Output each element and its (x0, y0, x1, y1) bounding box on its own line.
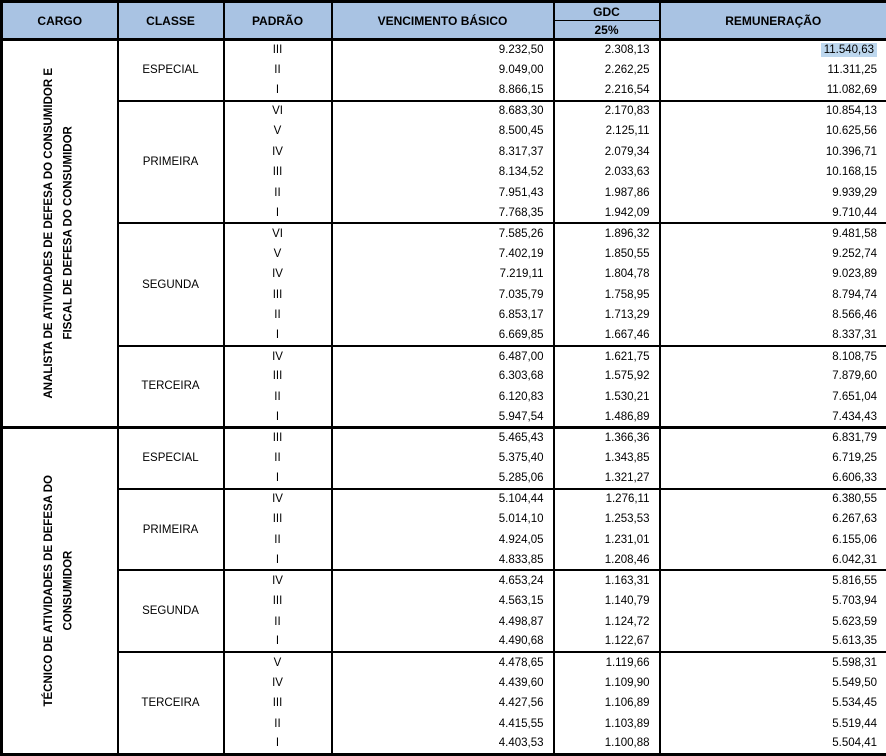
gdc-cell: 1.343,85 (554, 448, 660, 468)
padrao-cell: I (224, 80, 332, 100)
cargo-label-cell (2, 428, 118, 755)
gdc-cell: 1.109,90 (554, 673, 660, 693)
padrao-cell: II (224, 713, 332, 733)
gdc-cell: 1.667,46 (554, 325, 660, 345)
vencimento-cell: 4.403,53 (332, 734, 554, 755)
remuneracao-cell: 11.311,25 (660, 60, 886, 80)
table-row (2, 570, 886, 590)
gdc-cell: 1.942,09 (554, 203, 660, 223)
vencimento-cell: 5.014,10 (332, 509, 554, 529)
remuneracao-cell: 6.042,31 (660, 550, 886, 570)
vencimento-cell: 6.120,83 (332, 387, 554, 407)
classe-cell: SEGUNDA (118, 570, 224, 652)
padrao-cell: VI (224, 223, 332, 243)
gdc-cell: 2.216,54 (554, 80, 660, 100)
gdc-cell: 1.713,29 (554, 305, 660, 325)
vencimento-cell: 5.104,44 (332, 489, 554, 509)
vencimento-cell: 4.498,87 (332, 611, 554, 631)
remuneracao-cell: 5.703,94 (660, 591, 886, 611)
gdc-cell: 1.276,11 (554, 489, 660, 509)
padrao-cell: III (224, 591, 332, 611)
vencimento-cell: 9.232,50 (332, 40, 554, 60)
remuneracao-cell: 6.831,79 (660, 428, 886, 448)
padrao-cell: I (224, 407, 332, 427)
remuneracao-cell: 6.380,55 (660, 489, 886, 509)
remuneracao-cell: 9.939,29 (660, 182, 886, 202)
remuneracao-cell: 9.252,74 (660, 244, 886, 264)
remuneracao-cell: 7.879,60 (660, 366, 886, 386)
vencimento-cell: 6.853,17 (332, 305, 554, 325)
header-gdc: GDC (554, 2, 660, 21)
remuneracao-cell: 5.549,50 (660, 673, 886, 693)
vencimento-cell: 4.439,60 (332, 673, 554, 693)
header-padrao: PADRÃO (224, 2, 332, 40)
vencimento-cell: 4.924,05 (332, 530, 554, 550)
remuneracao-cell: 5.623,59 (660, 611, 886, 631)
padrao-cell: III (224, 285, 332, 305)
padrao-cell: III (224, 509, 332, 529)
vencimento-cell: 8.134,52 (332, 162, 554, 182)
classe-cell: ESPECIAL (118, 40, 224, 101)
table-row (2, 428, 886, 448)
padrao-cell: IV (224, 264, 332, 284)
padrao-cell: II (224, 60, 332, 80)
classe-cell: ESPECIAL (118, 428, 224, 489)
remuneracao-cell: 6.606,33 (660, 468, 886, 488)
remuneracao-cell: 6.719,25 (660, 448, 886, 468)
vencimento-cell: 5.465,43 (332, 428, 554, 448)
vencimento-cell: 5.375,40 (332, 448, 554, 468)
vencimento-cell: 4.427,56 (332, 693, 554, 713)
gdc-cell: 1.106,89 (554, 693, 660, 713)
vencimento-cell: 6.487,00 (332, 346, 554, 366)
header-remuneracao: REMUNERAÇÃO (660, 2, 886, 40)
remuneracao-cell: 9.023,89 (660, 264, 886, 284)
padrao-cell: I (224, 325, 332, 345)
remuneracao-cell: 5.519,44 (660, 713, 886, 733)
gdc-cell: 1.163,31 (554, 570, 660, 590)
classe-cell: TERCEIRA (118, 652, 224, 754)
gdc-cell: 1.100,88 (554, 734, 660, 755)
gdc-cell: 1.253,53 (554, 509, 660, 529)
vencimento-cell: 7.951,43 (332, 182, 554, 202)
gdc-cell: 2.125,11 (554, 121, 660, 141)
gdc-cell: 1.124,72 (554, 611, 660, 631)
vencimento-cell: 6.669,85 (332, 325, 554, 345)
padrao-cell: I (224, 632, 332, 652)
table-row (2, 489, 886, 509)
gdc-cell: 1.208,46 (554, 550, 660, 570)
gdc-cell: 1.140,79 (554, 591, 660, 611)
padrao-cell: IV (224, 489, 332, 509)
table-body (2, 40, 886, 755)
padrao-cell: III (224, 162, 332, 182)
gdc-cell: 2.079,34 (554, 142, 660, 162)
gdc-cell: 1.758,95 (554, 285, 660, 305)
padrao-cell: II (224, 448, 332, 468)
table-row (2, 223, 886, 243)
padrao-cell: III (224, 428, 332, 448)
header-vencimento-basico: VENCIMENTO BÁSICO (332, 2, 554, 40)
remuneracao-cell: 6.155,06 (660, 530, 886, 550)
vencimento-cell: 4.653,24 (332, 570, 554, 590)
gdc-cell: 2.262,25 (554, 60, 660, 80)
gdc-cell: 1.321,27 (554, 468, 660, 488)
padrao-cell: III (224, 366, 332, 386)
table-row (2, 652, 886, 672)
vencimento-cell: 8.683,30 (332, 101, 554, 121)
vencimento-cell: 7.402,19 (332, 244, 554, 264)
padrao-cell: III (224, 40, 332, 60)
remuneracao-cell: 7.651,04 (660, 387, 886, 407)
gdc-cell: 1.103,89 (554, 713, 660, 733)
remuneracao-cell: 5.598,31 (660, 652, 886, 672)
padrao-cell: IV (224, 142, 332, 162)
vencimento-cell: 7.219,11 (332, 264, 554, 284)
padrao-cell: I (224, 550, 332, 570)
remuneracao-cell: 10.396,71 (660, 142, 886, 162)
remuneracao-cell: 8.794,74 (660, 285, 886, 305)
cargo-label-line: ANALISTA DE ATIVIDADES DE DEFESA DO CONSUMIDOR E (43, 68, 56, 399)
vencimento-cell: 9.049,00 (332, 60, 554, 80)
remuneracao-cell: 9.481,58 (660, 223, 886, 243)
gdc-cell: 2.170,83 (554, 101, 660, 121)
remuneracao-cell: 5.816,55 (660, 570, 886, 590)
padrao-cell: I (224, 203, 332, 223)
gdc-cell: 1.804,78 (554, 264, 660, 284)
padrao-cell: IV (224, 570, 332, 590)
remuneracao-cell: 6.267,63 (660, 509, 886, 529)
vencimento-cell: 8.866,15 (332, 80, 554, 100)
vencimento-cell: 4.478,65 (332, 652, 554, 672)
gdc-cell: 1.119,66 (554, 652, 660, 672)
cargo-label-line: TÉCNICO DE ATIVIDADES DE DEFESA DO (43, 475, 56, 707)
header-cargo: CARGO (2, 2, 118, 40)
cargo-label-line: CONSUMIDOR (62, 551, 75, 631)
padrao-cell: V (224, 121, 332, 141)
gdc-cell: 1.122,67 (554, 632, 660, 652)
cargo-label-line: FISCAL DE DEFESA DO CONSUMIDOR (62, 126, 75, 341)
remuneracao-cell: 10.854,13 (660, 101, 886, 121)
vencimento-cell: 5.947,54 (332, 407, 554, 427)
vencimento-cell: 8.317,37 (332, 142, 554, 162)
remuneracao-cell: 5.534,45 (660, 693, 886, 713)
classe-cell: PRIMEIRA (118, 489, 224, 571)
gdc-cell: 1.575,92 (554, 366, 660, 386)
padrao-cell: IV (224, 673, 332, 693)
padrao-cell: II (224, 182, 332, 202)
padrao-cell: IV (224, 346, 332, 366)
vencimento-cell: 6.303,68 (332, 366, 554, 386)
gdc-cell: 1.987,86 (554, 182, 660, 202)
classe-cell: PRIMEIRA (118, 101, 224, 224)
padrao-cell: II (224, 611, 332, 631)
remuneracao-cell: 5.504,41 (660, 734, 886, 755)
table-row (2, 346, 886, 366)
padrao-cell: V (224, 244, 332, 264)
gdc-cell: 1.366,36 (554, 428, 660, 448)
remuneracao-cell: 8.108,75 (660, 346, 886, 366)
classe-cell: TERCEIRA (118, 346, 224, 428)
padrao-cell: III (224, 693, 332, 713)
cargo-vertical-label (40, 475, 79, 707)
gdc-cell: 1.231,01 (554, 530, 660, 550)
vencimento-cell: 4.490,68 (332, 632, 554, 652)
remuneracao-cell: 10.168,15 (660, 162, 886, 182)
remuneracao-cell: 7.434,43 (660, 407, 886, 427)
padrao-cell: VI (224, 101, 332, 121)
remuneracao-cell: 10.625,56 (660, 121, 886, 141)
padrao-cell: II (224, 305, 332, 325)
cargo-vertical-label (40, 68, 79, 399)
remuneracao-cell: 11.082,69 (660, 80, 886, 100)
padrao-cell: V (224, 652, 332, 672)
remuneracao-cell: 8.337,31 (660, 325, 886, 345)
remuneracao-cell: 9.710,44 (660, 203, 886, 223)
padrao-cell: II (224, 387, 332, 407)
gdc-cell: 1.486,89 (554, 407, 660, 427)
gdc-cell: 1.621,75 (554, 346, 660, 366)
classe-cell: SEGUNDA (118, 223, 224, 346)
gdc-cell: 1.896,32 (554, 223, 660, 243)
gdc-cell: 1.530,21 (554, 387, 660, 407)
padrao-cell: I (224, 468, 332, 488)
gdc-cell: 1.850,55 (554, 244, 660, 264)
table-header (2, 2, 886, 40)
vencimento-cell: 8.500,45 (332, 121, 554, 141)
vencimento-cell: 7.035,79 (332, 285, 554, 305)
remuneracao-cell: 5.613,35 (660, 632, 886, 652)
vencimento-cell: 4.563,15 (332, 591, 554, 611)
header-classe: CLASSE (118, 2, 224, 40)
gdc-cell: 2.033,63 (554, 162, 660, 182)
padrao-cell: II (224, 530, 332, 550)
vencimento-cell: 4.415,55 (332, 713, 554, 733)
gdc-cell: 2.308,13 (554, 40, 660, 60)
highlighted-value: 11.540,63 (821, 43, 877, 57)
table-row (2, 40, 886, 60)
header-gdc-percent: 25% (554, 21, 660, 40)
vencimento-cell: 5.285,06 (332, 468, 554, 488)
table-row (2, 101, 886, 121)
vencimento-cell: 7.585,26 (332, 223, 554, 243)
vencimento-cell: 4.833,85 (332, 550, 554, 570)
remuneracao-cell: 8.566,46 (660, 305, 886, 325)
vencimento-cell: 7.768,35 (332, 203, 554, 223)
padrao-cell: I (224, 734, 332, 755)
remuneracao-cell (660, 40, 886, 60)
cargo-label-cell (2, 40, 118, 428)
